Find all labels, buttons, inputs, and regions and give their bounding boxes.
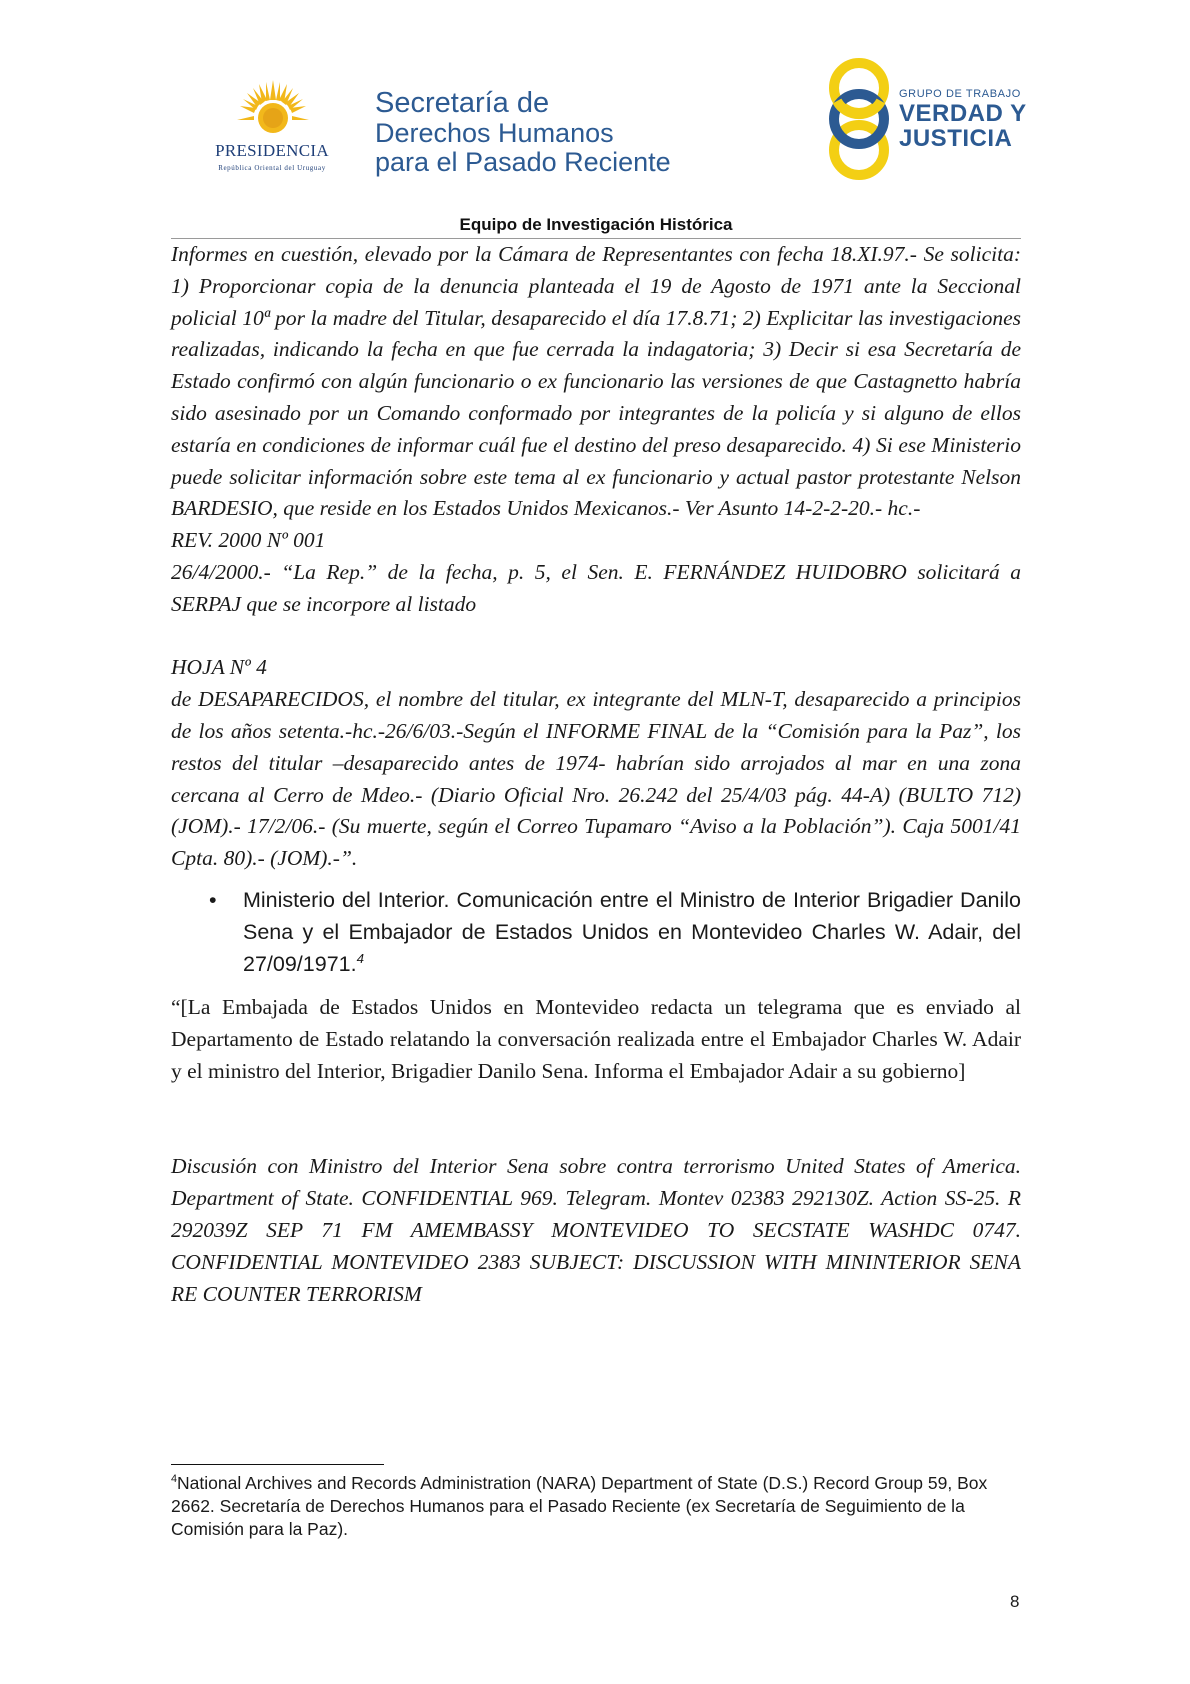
presidencia-title: PRESIDENCIA — [215, 141, 329, 160]
presidencia-subtitle: República Oriental del Uruguay — [218, 164, 326, 172]
paragraph-embajada: “[La Embajada de Estados Unidos en Montevideo redacta un telegrama que es enviado al Departamento de Estado relatando la conversación realizada entre el Embajador Charles W. Adair y el ministro del Interior, Brigadier Danilo Sena. Informa el Embajador Adair a su gobierno] — [171, 995, 1021, 1083]
footnote-marker: 4 — [171, 1473, 178, 1486]
page-header — [0, 0, 1190, 210]
footnote-divider — [171, 1464, 384, 1465]
hoja-line: HOJA Nº 4 — [171, 655, 267, 680]
grupo-trabajo-line-1: GRUPO DE TRABAJO — [899, 88, 1021, 100]
presidencia-logo — [192, 78, 352, 178]
footnote-text: National Archives and Records Administration (NARA) Department of State (D.S.) Record Group 59, Box 2662. Secretaría de Derechos Humanos para el Pasado Reciente (ex Secretaría de Seguimiento de la Comisión para la Paz). — [171, 1473, 988, 1539]
paragraph-discusion: Discusión con Ministro del Interior Sena sobre contra terrorismo United States of America. Department of State. CONFIDENTIAL 969. Telegram. Montev 02383 292130Z. Action SS-25. R 292039Z SEP 71 FM AMEMBASSY MONTEVIDEO TO SECSTATE WASHDC 0747. CONFIDENTIAL MONTEVIDEO 2383 SUBJECT: DISCUSSION WITH MININTERIOR SENA RE COUNTER TERRORISM — [171, 1154, 1021, 1306]
rev-line: REV. 2000 Nº 001 — [171, 528, 326, 553]
secretaria-line-2: Derechos Humanos — [375, 118, 614, 148]
bullet-marker: • — [209, 887, 217, 912]
secretaria-line-3: para el Pasado Reciente — [375, 147, 671, 177]
spacer — [171, 1088, 1021, 1120]
footnote — [171, 1472, 1031, 1541]
paragraph-la-rep: 26/4/2000.- “La Rep.” de la fecha, p. 5, el Sen. E. FERNÁNDEZ HUIDOBRO solicitará a SERPAJ que se incorpore al listado — [171, 559, 1021, 616]
team-heading: Equipo de Investigación Histórica — [459, 215, 733, 234]
spacer — [171, 621, 1021, 653]
paragraph-informes: Informes en cuestión, elevado por la Cámara de Representantes con fecha 18.XI.97.- Se solicita: 1) Proporcionar copia de la denuncia planteada el 19 de Agosto de 1971 ante la Seccional policial 10ª por la madre del Titular, desaparecido el día 17.8.71; 2) Explicitar las investigaciones realizadas, indicando la fecha en que fue cerrada la indagatoria; 3) Decir si esa Secretaría de Estado confirmó con algún funcionario o ex funcionario las versiones de que Castagnetto habría sido asesinado por un Comando conformado por integrantes de la policía y si alguno de ellos estaría en condiciones de informar cuál fue el destino del preso desaparecido. 4) Si ese Ministerio puede solicitar información sobre este tema al ex funcionario y actual pastor protestante Nelson BARDESIO, que reside en los Estados Unidos Mexicanos.- Ver Asunto 14-2-2-20.- hc.- — [171, 242, 1021, 521]
spacer — [171, 980, 1021, 992]
spacer — [171, 1120, 1021, 1152]
secretaria-line-1: Secretaría de — [375, 87, 550, 119]
footnote-reference[interactable]: 4 — [356, 950, 365, 966]
grupo-trabajo-line-2: VERDAD Y — [899, 100, 1027, 127]
bullet-item — [171, 885, 1021, 980]
page-number: 8 — [1010, 1592, 1020, 1611]
document-body — [171, 239, 1021, 1310]
grupo-trabajo-text — [899, 87, 1027, 151]
interlocked-rings-icon — [823, 56, 895, 182]
secretaria-logo — [375, 88, 671, 177]
grupo-trabajo-line-3: JUSTICIA — [899, 125, 1013, 152]
paragraph-desaparecidos: de DESAPARECIDOS, el nombre del titular, ex integrante del MLN-T, desaparecido a principios de los años setenta.-hc.-26/6/03.-Según el INFORME FINAL de la “Comisión para la Paz”, los restos del titular –desaparecido antes de 1974- habrían sido arrojados al mar en una zona cercana al Cerro de Mdeo.- (Diario Oficial Nro. 26.242 del 25/4/03 pág. 44-A) (BULTO 712) (JOM).- 17/2/06.- (Su muerte, según el Correo Tupamaro “Aviso a la Población”). Caja 5001/41 Cpta. 80).- (JOM).-”. — [171, 687, 1021, 871]
sun-emblem-icon — [237, 78, 309, 140]
bullet-text: Ministerio del Interior. Comunicación entre el Ministro de Interior Brigadier Danilo Sena y el Embajador de Estados Unidos en Montevideo Charles W. Adair, del 27/09/1971. — [243, 887, 1021, 976]
grupo-trabajo-logo — [823, 56, 1063, 184]
